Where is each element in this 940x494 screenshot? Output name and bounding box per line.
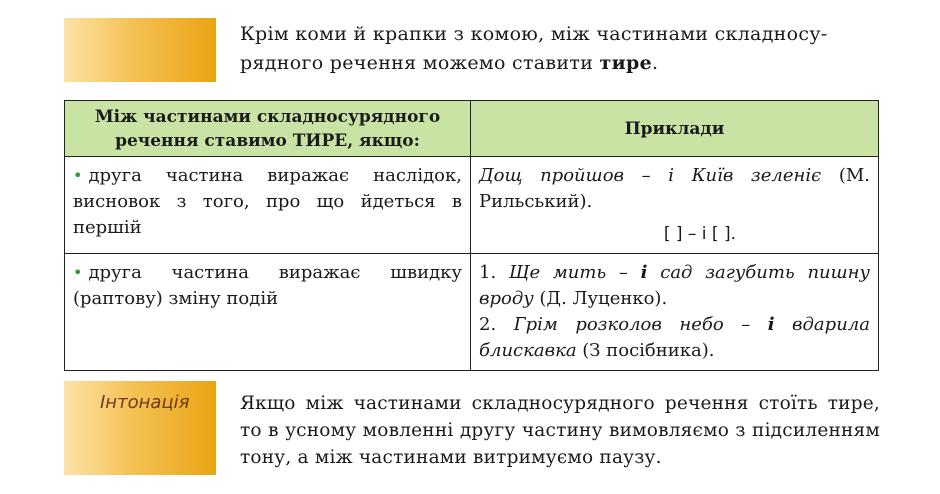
rule-text-prefix: Крім коми й крапки з комою, між частинами складносу-рядного речення можемо ставити [240,23,828,74]
condition-1: друга частина виражає наслідок, висновок з того, про що йдеться в першій [73,165,462,238]
table-row [65,254,879,371]
rule-text-bold: тире [599,52,652,74]
condition-text [65,254,470,318]
example-3-part-a: Грім розколов небо – [513,314,768,335]
condition-cell [65,254,471,371]
example-2-part-b: сад загубить пишну вроду [479,262,870,309]
example-2-author: (Д. Луценко). [533,288,668,309]
sentence-pattern: [ ] – і [ ]. [663,224,736,244]
intonation-text: Якщо між частинами складносурядного речення стоїть тире, то в усному мовленні другу частину вимовляємо з підсиленням тону, а між частинами витримуємо паузу. [240,393,880,468]
condition-text [65,157,470,247]
condition-cell [65,157,471,254]
example-3-conj: і [767,314,775,335]
example-1-author: (М. Рильський). [479,165,870,212]
example-3-author: (З посібника). [576,340,715,361]
bullet-icon: • [73,166,83,185]
rule-accent-box [64,18,216,82]
example-2-part-a: Ще мить – [508,262,641,283]
rules-table [64,100,879,371]
example-3-number: 2. [479,314,514,335]
table-row [65,157,879,254]
example-text [471,254,878,370]
rule-text [240,20,880,78]
example-3-part-b: вдарила блискавка [479,314,870,361]
example-1-sentence: Дощ пройшов – і Київ зеленіє [479,165,822,186]
table-header-row [65,101,879,157]
rule-text-suffix: . [651,52,659,74]
intonation-label: Інтонація [100,392,190,413]
condition-2: друга частина виражає швидку (раптову) зміну подій [73,262,462,309]
example-2-conj: і [640,262,648,283]
bullet-icon: • [73,263,83,282]
example-text [471,157,878,221]
example-2-number: 1. [479,262,509,283]
example-cell [471,157,879,254]
header-examples: Приклади [471,101,879,157]
intonation-block [0,378,940,488]
rule-block [0,0,940,100]
header-condition: Між частинами складносурядного речення ставимо ТИРЕ, якщо: [65,101,471,157]
example-cell [471,254,879,371]
